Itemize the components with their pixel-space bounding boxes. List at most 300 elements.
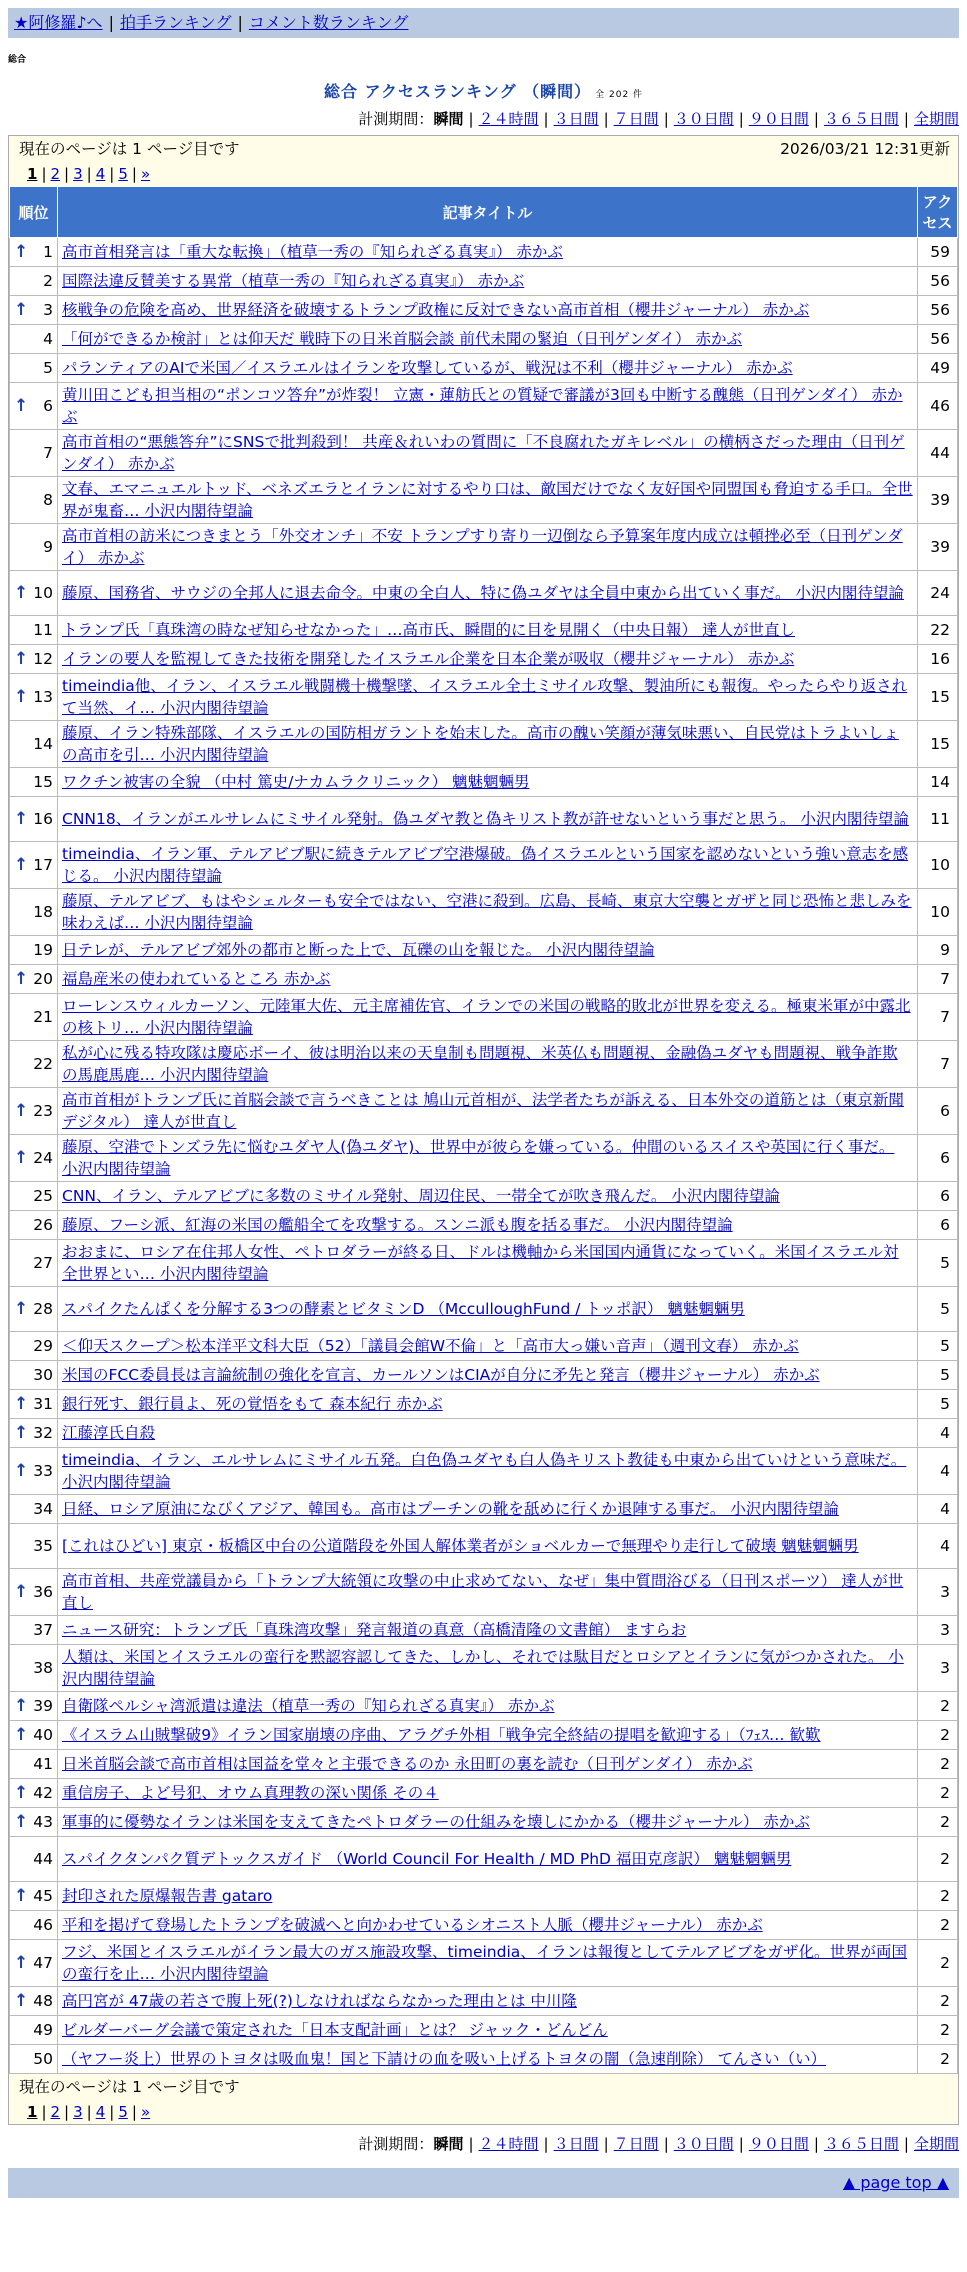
article-link[interactable]: [これはひどい] 東京・板橋区中台の公道階段を外国人解体業者がショベルカーで無理やり走行して破壊 魑魅魍魎男 bbox=[62, 1537, 859, 1555]
article-link[interactable]: トランプ氏「真珠湾の時なぜ知らせなかった」…高市氏、瞬間的に目を見開く（中央日報） 達人が世直し bbox=[62, 621, 795, 639]
article-link[interactable]: スパイクたんぱくを分解する3つの酵素とビタミンD （McculloughFund / トッポ訳） 魑魅魍魎男 bbox=[62, 1300, 745, 1318]
table-row bbox=[10, 1882, 958, 1911]
rank-number: 47 bbox=[33, 1954, 53, 1972]
pager-separator: | bbox=[86, 2103, 92, 2121]
title-cell bbox=[58, 430, 918, 477]
table-row bbox=[10, 768, 958, 797]
title-cell bbox=[58, 616, 918, 645]
article-link[interactable]: 高円宮が 47歳の若さで腹上死(?)しなければならなかった理由とは 中川隆 bbox=[62, 1992, 577, 2010]
table-row bbox=[10, 354, 958, 383]
title-cell bbox=[58, 768, 918, 797]
article-link[interactable]: 高市首相の訪米につきまとう「外交オンチ」不安 トランプすり寄り一辺倒なら予算案年度内成立は頓挫必至（日刊ゲンダイ） 赤かぶ bbox=[62, 527, 903, 567]
access-count: 2 bbox=[918, 1940, 958, 1987]
rank-number: 49 bbox=[33, 2021, 53, 2039]
access-count: 10 bbox=[918, 889, 958, 936]
access-count: 16 bbox=[918, 645, 958, 674]
rank-number: 37 bbox=[33, 1621, 53, 1639]
table-row bbox=[10, 296, 958, 325]
access-count: 24 bbox=[918, 571, 958, 616]
rank-cell bbox=[10, 1616, 58, 1645]
table-row bbox=[10, 674, 958, 721]
rank-number: 11 bbox=[33, 621, 53, 639]
rank-cell bbox=[10, 936, 58, 965]
access-count: 11 bbox=[918, 797, 958, 842]
rank-number: 3 bbox=[43, 301, 53, 319]
nav-separator: | bbox=[237, 13, 243, 32]
rank-up-arrow-icon: ↑ bbox=[14, 1725, 29, 1745]
rank-cell bbox=[10, 674, 58, 721]
updated-timestamp: 2026/03/21 12:31更新 bbox=[780, 140, 950, 158]
period-option-1[interactable]: ２４時間 bbox=[478, 2135, 539, 2153]
title-cell bbox=[58, 1750, 918, 1779]
period-option-2[interactable]: ３日間 bbox=[553, 2135, 599, 2153]
period-separator: | bbox=[813, 110, 819, 128]
pager-separator: | bbox=[41, 2103, 47, 2121]
article-link[interactable]: 重信房子、よど号犯、オウム真理教の深い関係 その４ bbox=[62, 1784, 439, 1802]
article-link[interactable]: 米国のFCC委員長は言論統制の強化を宣言、カールソンはCIAが自分に矛先と発言（櫻井ジャーナル） 赤かぶ bbox=[62, 1366, 820, 1384]
period-option-2[interactable]: ３日間 bbox=[553, 110, 599, 128]
table-row bbox=[10, 797, 958, 842]
rank-number: 46 bbox=[33, 1916, 53, 1934]
rank-cell bbox=[10, 296, 58, 325]
period-option-5[interactable]: ９０日間 bbox=[748, 2135, 809, 2153]
rank-number: 9 bbox=[43, 538, 53, 556]
title-cell bbox=[58, 1911, 918, 1940]
rank-number: 12 bbox=[33, 650, 53, 668]
article-link[interactable]: CNN、イラン、テルアビブに多数のミサイル発射、周辺住民、一帯全てが吹き飛んだ。 小沢内閣待望論 bbox=[62, 1187, 780, 1205]
title-cell bbox=[58, 1721, 918, 1750]
article-link[interactable]: 平和を掲げて登場したトランプを破滅へと向かわせているシオニスト人脈（櫻井ジャーナル） 赤かぶ bbox=[62, 1916, 763, 1934]
rank-number: 42 bbox=[33, 1784, 53, 1802]
rank-cell bbox=[10, 1940, 58, 1987]
footer-bar bbox=[8, 2168, 959, 2198]
rank-number: 39 bbox=[33, 1697, 53, 1715]
pager-separator: | bbox=[41, 165, 47, 183]
article-link[interactable]: 藤原、国務省、サウジの全邦人に退去命令。中東の全白人、特に偽ユダヤは全員中東から出ていく事だ。 小沢内閣待望論 bbox=[62, 584, 904, 602]
rank-up-arrow-icon: ↑ bbox=[14, 1299, 29, 1319]
title-cell bbox=[58, 645, 918, 674]
table-row bbox=[10, 524, 958, 571]
article-link[interactable]: 高市首相がトランプ氏に首脳会談で言うべきことは 鳩山元首相が、法学者たちが訴える、日本外交の道筋とは（東京新聞デジタル） 達人が世直し bbox=[62, 1091, 904, 1131]
table-row bbox=[10, 1041, 958, 1088]
rank-cell bbox=[10, 1182, 58, 1211]
rank-up-arrow-icon: ↑ bbox=[14, 396, 29, 416]
period-option-3[interactable]: ７日間 bbox=[613, 2135, 659, 2153]
table-row bbox=[10, 1495, 958, 1524]
access-count: 5 bbox=[918, 1287, 958, 1332]
article-link[interactable]: 藤原、フーシ派、紅海の米国の艦船全てを攻撃する。スンニ派も腹を括る事だ。 小沢内閣待望論 bbox=[62, 1216, 733, 1234]
rank-number: 8 bbox=[43, 491, 53, 509]
period-separator: | bbox=[603, 2135, 609, 2153]
rank-up-arrow-icon: ↑ bbox=[14, 1148, 29, 1168]
rank-cell bbox=[10, 524, 58, 571]
period-option-7[interactable]: 全期間 bbox=[913, 2135, 959, 2153]
title-cell bbox=[58, 267, 918, 296]
access-count: 2 bbox=[918, 1779, 958, 1808]
access-count: 39 bbox=[918, 477, 958, 524]
rank-up-arrow-icon: ↑ bbox=[14, 242, 29, 262]
rank-number: 38 bbox=[33, 1659, 53, 1677]
title-cell bbox=[58, 1211, 918, 1240]
rank-number: 1 bbox=[43, 243, 53, 261]
period-option-4[interactable]: ３０日間 bbox=[673, 110, 734, 128]
rank-cell bbox=[10, 1569, 58, 1616]
access-count: 5 bbox=[918, 1361, 958, 1390]
rank-up-arrow-icon: ↑ bbox=[14, 969, 29, 989]
table-row bbox=[10, 267, 958, 296]
article-link[interactable]: スパイクタンパク質デトックスガイド （World Council For Health / MD PhD 福田克彦訳） 魑魅魍魎男 bbox=[62, 1850, 792, 1868]
rank-cell bbox=[10, 383, 58, 430]
table-row bbox=[10, 936, 958, 965]
column-header-access: アクセス bbox=[918, 187, 958, 238]
article-link[interactable]: 高市首相の“悪態答弁”にSNSで批判殺到！ 共産＆れいわの質問に「不良腐れたガキレベル」の横柄さだった理由（日刊ゲンダイ） 赤かぶ bbox=[62, 433, 905, 473]
page-top-link[interactable]: ▲ page top ▲ bbox=[842, 2173, 949, 2192]
pager-separator: | bbox=[64, 2103, 70, 2121]
title-cell bbox=[58, 2045, 918, 2074]
article-link[interactable]: イランの要人を監視してきた技術を開発したイスラエル企業を日本企業が吸収（櫻井ジャーナル） 赤かぶ bbox=[62, 650, 795, 668]
rank-number: 20 bbox=[33, 970, 53, 988]
table-row bbox=[10, 571, 958, 616]
article-link[interactable]: 江藤淳氏自殺 bbox=[62, 1424, 156, 1442]
table-row bbox=[10, 1135, 958, 1182]
rank-cell bbox=[10, 1524, 58, 1569]
article-link[interactable]: 軍事的に優勢なイランは米国を支えてきたペトロダラーの仕組みを壊しにかかる（櫻井ジャーナル） 赤かぶ bbox=[62, 1813, 810, 1831]
rank-number: 31 bbox=[33, 1395, 53, 1413]
access-count: 6 bbox=[918, 1211, 958, 1240]
rank-cell bbox=[10, 2016, 58, 2045]
access-count: 9 bbox=[918, 936, 958, 965]
rank-number: 19 bbox=[33, 941, 53, 959]
pager-separator: | bbox=[86, 165, 92, 183]
title-cell bbox=[58, 1495, 918, 1524]
access-count: 2 bbox=[918, 1721, 958, 1750]
title-cell bbox=[58, 1287, 918, 1332]
pager-item-3[interactable]: 4 bbox=[95, 165, 106, 183]
rank-cell bbox=[10, 1837, 58, 1882]
rank-up-arrow-icon: ↑ bbox=[14, 1991, 29, 2011]
home-link[interactable]: ★阿修羅♪へ bbox=[14, 13, 103, 32]
rank-number: 45 bbox=[33, 1887, 53, 1905]
rank-number: 48 bbox=[33, 1992, 53, 2010]
article-link[interactable]: 文春、エマニュエルトッド、ベネズエラとイランに対するやり口は、敵国だけでなく友好国や同盟国も脅迫する手口。全世界が鬼畜… 小沢内閣待望論 bbox=[62, 480, 913, 520]
rank-cell bbox=[10, 1240, 58, 1287]
title-cell bbox=[58, 1779, 918, 1808]
period-option-1[interactable]: ２４時間 bbox=[478, 110, 539, 128]
article-link[interactable]: 藤原、空港でトンズラ先に悩むユダヤ人(偽ユダヤ)、世界中が彼らを嫌っている。仲間のいるスイスや英国に行く事だ。 小沢内閣待望論 bbox=[62, 1138, 895, 1178]
rank-number: 35 bbox=[33, 1537, 53, 1555]
article-link[interactable]: 国際法違反賛美する異常（植草一秀の『知られざる真実』） 赤かぶ bbox=[62, 272, 525, 290]
category-label: 総合 bbox=[8, 55, 27, 65]
rank-cell bbox=[10, 1419, 58, 1448]
article-link[interactable]: 私が心に残る特攻隊は慶応ボーイ、彼は明治以来の天皇制も問題視、米英仏も問題視、金融偽ユダヤも問題視、戦争詐欺の馬鹿馬鹿… 小沢内閣待望論 bbox=[62, 1044, 898, 1084]
rank-cell bbox=[10, 616, 58, 645]
rank-cell bbox=[10, 1287, 58, 1332]
period-separator: | bbox=[543, 110, 549, 128]
rank-cell bbox=[10, 1088, 58, 1135]
article-link[interactable]: 黄川田こども担当相の“ポンコツ答弁”が炸裂！ 立憲・蓮舫氏との質疑で審議が3回も中断する醜態（日刊ゲンダイ） 赤かぶ bbox=[62, 386, 903, 426]
period-option-4[interactable]: ３０日間 bbox=[673, 2135, 734, 2153]
access-count: 10 bbox=[918, 842, 958, 889]
article-link[interactable]: おおまに、ロシア在住邦人女性、ペトロダラーが終る日、ドルは機軸から米国国内通貨になっていく。米国イスラエル対全世界とい… 小沢内閣待望論 bbox=[62, 1243, 899, 1283]
period-top-label: 計測期間： bbox=[358, 110, 434, 128]
top-nav-bar bbox=[8, 8, 959, 38]
rank-number: 29 bbox=[33, 1337, 53, 1355]
access-count: 2 bbox=[918, 1911, 958, 1940]
ranking-frame bbox=[8, 135, 959, 2125]
pager-item-2[interactable]: 3 bbox=[73, 2103, 83, 2121]
rank-up-arrow-icon: ↑ bbox=[14, 855, 29, 875]
ranking-body bbox=[10, 238, 958, 2074]
pager-item-4[interactable]: 5 bbox=[118, 165, 128, 183]
pager-item-1[interactable]: 2 bbox=[50, 2103, 61, 2121]
rank-cell bbox=[10, 1645, 58, 1692]
rank-up-arrow-icon: ↑ bbox=[14, 1461, 29, 1481]
access-count: 44 bbox=[918, 430, 958, 477]
article-link[interactable]: ローレンスウィルカーソン、元陸軍大佐、元主席補佐官、イランでの米国の戦略的敗北が世界を変える。極東米軍が中露北の核トリ… 小沢内閣待望論 bbox=[62, 997, 911, 1037]
table-row bbox=[10, 645, 958, 674]
rank-cell bbox=[10, 1135, 58, 1182]
pager-item-1[interactable]: 2 bbox=[50, 165, 61, 183]
table-row bbox=[10, 965, 958, 994]
table-row bbox=[10, 1524, 958, 1569]
article-link[interactable]: timeindia他、イラン、イスラエル戦闘機十機撃墜、イスラエル全土ミサイル攻撃、製油所にも報復。やったらやり返されて当然、イ… 小沢内閣待望論 bbox=[62, 677, 908, 717]
article-link[interactable]: 高市首相、共産党議員から「トランプ大統領に攻撃の中止求めてない、なぜ」集中質問浴びる（日刊スポーツ） 達人が世直し bbox=[62, 1572, 904, 1612]
access-count: 3 bbox=[918, 1645, 958, 1692]
table-row bbox=[10, 430, 958, 477]
rank-up-arrow-icon: ↑ bbox=[14, 687, 29, 707]
rank-cell bbox=[10, 768, 58, 797]
title-cell bbox=[58, 994, 918, 1041]
rank-up-arrow-icon: ↑ bbox=[14, 809, 29, 829]
rank-up-arrow-icon: ↑ bbox=[14, 583, 29, 603]
title-cell bbox=[58, 1616, 918, 1645]
access-count: 2 bbox=[918, 2016, 958, 2045]
article-link[interactable]: 日経、ロシア原油になびくアジア、韓国も。高市はプーチンの靴を舐めに行くか退陣する事だ。 小沢内閣待望論 bbox=[62, 1500, 839, 1518]
article-link[interactable]: ワクチン被害の全貌 （中村 篤史/ナカムラクリニック） 魑魅魍魎男 bbox=[62, 773, 530, 791]
table-row bbox=[10, 721, 958, 768]
title-cell bbox=[58, 674, 918, 721]
period-option-5[interactable]: ９０日間 bbox=[748, 110, 809, 128]
rank-number: 6 bbox=[43, 397, 53, 415]
title-cell bbox=[58, 571, 918, 616]
article-link[interactable]: 日米首脳会談で高市首相は国益を堂々と主張できるのか 永田町の裏を読む（日刊ゲンダイ） 赤かぶ bbox=[62, 1755, 753, 1773]
article-link[interactable]: ビルダーバーグ会議で策定された「日本支配計画」とは？ ジャック・どんどん bbox=[62, 2021, 608, 2039]
article-link[interactable]: 人類は、米国とイスラエルの蛮行を黙認容認してきた、しかし、それでは駄目だとロシアとイランに気がつかされた。 小沢内閣待望論 bbox=[62, 1648, 904, 1688]
article-link[interactable]: 「何ができるか検討」とは仰天だ 戦時下の日米首脳会談 前代未聞の緊迫（日刊ゲンダイ） 赤かぶ bbox=[62, 330, 743, 348]
article-link[interactable]: ＜仰天スクープ＞松本洋平文科大臣（52）「議員会館W不倫」と「高市大っ嫌い音声」（週刊文春） 赤かぶ bbox=[62, 1337, 799, 1355]
article-link[interactable]: 藤原、テルアビブ、もはやシェルターも安全ではない、空港に殺到。広島、長崎、東京大空襲とガザと同じ恐怖と悲しみを味わえば… 小沢内閣待望論 bbox=[62, 892, 912, 932]
table-row bbox=[10, 1808, 958, 1837]
article-link[interactable]: timeindia、イラン、エルサレムにミサイル五発。白色偽ユダヤも白人偽キリスト教徒も中東から出ていけという意味だ。 小沢内閣待望論 bbox=[62, 1451, 907, 1491]
title-cell bbox=[58, 296, 918, 325]
pager-item-5[interactable]: » bbox=[140, 165, 151, 183]
rank-number: 32 bbox=[33, 1424, 53, 1442]
table-row bbox=[10, 616, 958, 645]
rank-up-arrow-icon: ↑ bbox=[14, 1812, 29, 1832]
title-cell bbox=[58, 1882, 918, 1911]
article-link[interactable]: 封印された原爆報告書 gataro bbox=[62, 1887, 273, 1905]
rank-number: 50 bbox=[33, 2050, 53, 2068]
rank-number: 28 bbox=[33, 1300, 53, 1318]
pager-separator: | bbox=[109, 2103, 115, 2121]
rank-number: 25 bbox=[33, 1187, 53, 1205]
rank-up-arrow-icon: ↑ bbox=[14, 1582, 29, 1602]
title-cell bbox=[58, 1448, 918, 1495]
table-row bbox=[10, 1361, 958, 1390]
title-cell bbox=[58, 1940, 918, 1987]
rank-cell bbox=[10, 645, 58, 674]
table-row bbox=[10, 1750, 958, 1779]
table-row bbox=[10, 325, 958, 354]
table-row bbox=[10, 1721, 958, 1750]
rank-cell bbox=[10, 842, 58, 889]
title-cell bbox=[58, 325, 918, 354]
rank-cell bbox=[10, 1332, 58, 1361]
title-cell bbox=[58, 1361, 918, 1390]
access-count: 5 bbox=[918, 1332, 958, 1361]
pager-top bbox=[9, 162, 958, 186]
title-cell bbox=[58, 1182, 918, 1211]
title-cell bbox=[58, 2016, 918, 2045]
title-cell bbox=[58, 965, 918, 994]
article-link[interactable]: 銀行死す、銀行員よ、死の覚悟をもて 森本紀行 赤かぶ bbox=[62, 1395, 443, 1413]
page-title-wrap bbox=[0, 79, 967, 102]
period-separator: | bbox=[663, 2135, 669, 2153]
table-row bbox=[10, 1569, 958, 1616]
rank-up-arrow-icon: ↑ bbox=[14, 649, 29, 669]
rank-cell bbox=[10, 965, 58, 994]
access-count: 59 bbox=[918, 238, 958, 267]
rank-up-arrow-icon: ↑ bbox=[14, 1783, 29, 1803]
period-separator: | bbox=[468, 110, 474, 128]
rank-cell bbox=[10, 1692, 58, 1721]
rank-cell bbox=[10, 325, 58, 354]
title-cell bbox=[58, 1645, 918, 1692]
title-cell bbox=[58, 1569, 918, 1616]
access-count: 4 bbox=[918, 1524, 958, 1569]
article-link[interactable]: 自衛隊ペルシャ湾派遣は違法（植草一秀の『知られざる真実』） 赤かぶ bbox=[62, 1697, 555, 1715]
access-count: 3 bbox=[918, 1616, 958, 1645]
article-link[interactable]: ニュース研究：トランプ氏「真珠湾攻撃」発言報道の真意（高橋清隆の文書館） ますらお bbox=[62, 1621, 687, 1639]
access-count: 4 bbox=[918, 1419, 958, 1448]
rank-cell bbox=[10, 1882, 58, 1911]
title-cell bbox=[58, 1041, 918, 1088]
comment-ranking-link[interactable]: コメント数ランキング bbox=[248, 13, 409, 32]
table-row bbox=[10, 1419, 958, 1448]
table-row bbox=[10, 1240, 958, 1287]
access-count: 15 bbox=[918, 674, 958, 721]
page-title: 総合 アクセスランキング （瞬間） bbox=[323, 82, 592, 101]
current-page-text-bottom: 現在のページは 1 ページ目です bbox=[19, 2078, 240, 2096]
title-cell bbox=[58, 1692, 918, 1721]
table-row bbox=[10, 1779, 958, 1808]
title-cell bbox=[58, 1390, 918, 1419]
rank-up-arrow-icon: ↑ bbox=[14, 1423, 29, 1443]
info-row-bottom bbox=[9, 2074, 958, 2100]
table-row bbox=[10, 238, 958, 267]
pager-bottom bbox=[9, 2100, 958, 2124]
article-link[interactable]: フジ、米国とイスラエルがイラン最大のガス施設攻撃、timeindia、イランは報復としてテルアビブをガザ化。世界が両国の蛮行を止… 小沢内閣待望論 bbox=[62, 1943, 908, 1983]
access-count: 7 bbox=[918, 994, 958, 1041]
article-link[interactable]: 日テレが、テルアビブ郊外の都市と断った上で、瓦礫の山を報じた。 小沢内閣待望論 bbox=[62, 941, 655, 959]
pager-item-2[interactable]: 3 bbox=[73, 165, 83, 183]
article-link[interactable]: 《イスラム山賊撃破9》イラン国家崩壊の序曲、アラグチ外相「戦争完全終結の提唱を歓迎する」（ﾌｪｽ… 歓歎 bbox=[62, 1726, 821, 1744]
article-link[interactable]: 福島産米の使われているところ 赤かぶ bbox=[62, 970, 331, 988]
pager-item-0: 1 bbox=[27, 165, 38, 183]
pager-item-4[interactable]: 5 bbox=[118, 2103, 128, 2121]
table-row bbox=[10, 1645, 958, 1692]
table-row bbox=[10, 1692, 958, 1721]
article-link[interactable]: （ヤフー炎上）世界のトヨタは吸血鬼！国と下請けの血を吸い上げるトヨタの闇（急速削除） てんさい（い） bbox=[62, 2050, 826, 2068]
access-count: 5 bbox=[918, 1240, 958, 1287]
article-link[interactable]: 高市首相発言は「重大な転換」（植草一秀の『知られざる真実』） 赤かぶ bbox=[62, 243, 563, 261]
article-link[interactable]: timeindia、イラン軍、テルアビブ駅に続きテルアビブ空港爆破。偽イスラエルという国家を認めないという強い意志を感じる。 小沢内閣待望論 bbox=[62, 845, 909, 885]
pager-item-5[interactable]: » bbox=[140, 2103, 151, 2121]
title-cell bbox=[58, 524, 918, 571]
period-option-6[interactable]: ３６５日間 bbox=[823, 2135, 899, 2153]
access-count: 2 bbox=[918, 1692, 958, 1721]
table-row bbox=[10, 383, 958, 430]
pager-separator: | bbox=[131, 2103, 137, 2121]
rank-number: 7 bbox=[43, 444, 53, 462]
title-cell bbox=[58, 477, 918, 524]
table-row bbox=[10, 477, 958, 524]
rank-cell bbox=[10, 889, 58, 936]
title-cell bbox=[58, 1135, 918, 1182]
rank-number: 10 bbox=[33, 584, 53, 602]
table-row bbox=[10, 889, 958, 936]
rank-number: 30 bbox=[33, 1366, 53, 1384]
period-separator: | bbox=[738, 2135, 744, 2153]
period-option-3[interactable]: ７日間 bbox=[613, 110, 659, 128]
ranking-table bbox=[9, 186, 958, 2074]
rank-number: 17 bbox=[33, 856, 53, 874]
title-cell bbox=[58, 354, 918, 383]
access-count: 3 bbox=[918, 1569, 958, 1616]
rank-number: 43 bbox=[33, 1813, 53, 1831]
access-count: 22 bbox=[918, 616, 958, 645]
access-count: 2 bbox=[918, 2045, 958, 2074]
clap-ranking-link[interactable]: 拍手ランキング bbox=[119, 13, 232, 32]
rank-cell bbox=[10, 1911, 58, 1940]
rank-cell bbox=[10, 994, 58, 1041]
rank-cell bbox=[10, 2045, 58, 2074]
article-link[interactable]: 核戦争の危険を高め、世界経済を破壊するトランプ政権に反対できない高市首相（櫻井ジャーナル） 赤かぶ bbox=[62, 301, 810, 319]
table-row bbox=[10, 1837, 958, 1882]
period-option-7[interactable]: 全期間 bbox=[913, 110, 959, 128]
title-cell bbox=[58, 1088, 918, 1135]
pager-item-3[interactable]: 4 bbox=[95, 2103, 106, 2121]
table-row bbox=[10, 1287, 958, 1332]
article-link[interactable]: 藤原、イラン特殊部隊、イスラエルの国防相ガラントを始末した。高市の醜い笑顔が薄気味悪い、自民党はトラよいしょの高市を引… 小沢内閣待望論 bbox=[62, 724, 899, 764]
period-separator: | bbox=[543, 2135, 549, 2153]
table-row bbox=[10, 1987, 958, 2016]
title-cell bbox=[58, 1524, 918, 1569]
period-bottom-label: 計測期間： bbox=[358, 2135, 434, 2153]
article-link[interactable]: CNN18、イランがエルサレムにミサイル発射。偽ユダヤ教と偽キリスト教が許せないという事だと思う。 小沢内閣待望論 bbox=[62, 810, 909, 828]
title-cell bbox=[58, 797, 918, 842]
title-cell bbox=[58, 1332, 918, 1361]
table-row bbox=[10, 1332, 958, 1361]
rank-number: 24 bbox=[33, 1149, 53, 1167]
rank-cell bbox=[10, 1211, 58, 1240]
article-link[interactable]: パランティアのAIで米国／イスラエルはイランを攻撃しているが、戦況は不利（櫻井ジャーナル） 赤かぶ bbox=[62, 359, 793, 377]
period-option-6[interactable]: ３６５日間 bbox=[823, 110, 899, 128]
table-row bbox=[10, 2016, 958, 2045]
rank-cell bbox=[10, 1779, 58, 1808]
title-cell bbox=[58, 721, 918, 768]
rank-number: 5 bbox=[43, 359, 53, 377]
